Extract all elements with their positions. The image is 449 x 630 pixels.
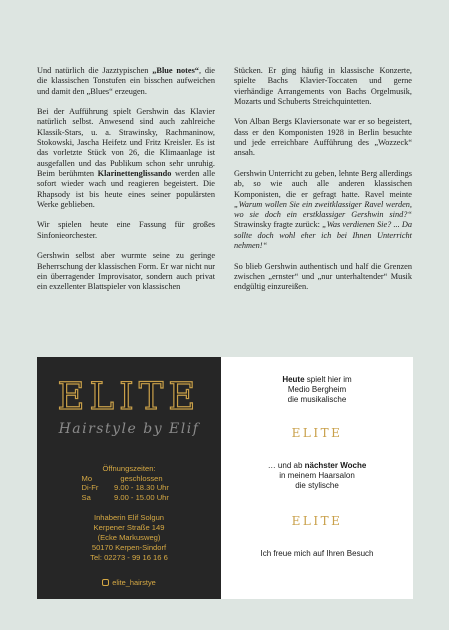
hours-time: 9.00 - 15.00 Uhr <box>114 492 169 502</box>
hours-row <box>37 474 221 484</box>
quote: „Was verdienen Sie? ... Da sollte doch wohl eher ich bei Ihnen Unterricht nehmen!“ <box>234 220 412 251</box>
logo-tagline: Hairstyle by Elif <box>58 421 200 437</box>
hours-row <box>37 493 221 503</box>
instagram-text: elite_hairstye <box>112 578 156 587</box>
intro-line: in meinem Haarsalon <box>279 471 355 481</box>
bold-text: nächster Woche <box>304 461 367 470</box>
bold-text: Klarinettenglissando <box>97 168 172 178</box>
ad-intro-text <box>221 375 413 406</box>
intro-line <box>221 461 413 471</box>
intro-line: Medio Bergheim <box>287 385 347 395</box>
ad-light-panel <box>221 357 413 599</box>
instagram-icon <box>102 579 109 586</box>
phone: Tel: 02273 - 99 16 16 6 <box>90 552 168 562</box>
text: Gershwin Unterricht zu geben, lehnte Berg allerdings ab, so wie auch alle anderen klassischen Komponisten, die er gefragt hatte. Ravel meinte <box>234 168 412 199</box>
paragraph: So blieb Gershwin authentisch und half die Grenzen zwischen „ernster“ und „nur unterhaltender“ Musik endgültig einzureißen. <box>234 261 412 292</box>
owner-name: Inhaberin Elif Solgun <box>93 513 165 522</box>
intro-line: die stylische <box>295 481 339 491</box>
quote: „Warum wollen Sie ein zweitklassiger Ravel werden, wo sie doch ein erstklassiger Gershwin sind?“ <box>234 199 412 220</box>
closing-text: Ich freue mich auf Ihren Besuch <box>260 549 374 558</box>
hours-time: geschlossen <box>120 473 163 483</box>
hours-day: Di-Fr <box>81 483 99 492</box>
paragraph: Wir spielen heute eine Fassung für großes Sinfonieorchester. <box>37 220 215 240</box>
hours-row <box>37 483 221 493</box>
city: 50170 Kerpen-Sindorf <box>91 542 167 552</box>
elite-logo-small: ELITE <box>291 426 343 440</box>
text: … und ab <box>267 461 305 470</box>
text: spielt hier im <box>304 375 352 384</box>
elite-logo-small: ELITE <box>291 514 343 528</box>
hours-title: Öffnungszeiten: <box>102 464 156 473</box>
intro-line <box>221 375 413 385</box>
text: , die die klassischen Tonstufen ein bisschen aufweichen und damit den „Blues“ erzeugen. <box>37 66 215 96</box>
street-address: Kerpener Straße 149 <box>93 522 165 532</box>
hours-time: 9.00 - 18.30 Uhr <box>114 483 169 492</box>
intro-line: die musikalische <box>287 395 347 405</box>
ad-dark-panel <box>37 357 221 599</box>
paragraph <box>37 66 215 97</box>
article-column-left <box>37 66 215 303</box>
bold-text: Heute <box>282 375 305 384</box>
text: Strawinsky fragte zurück: <box>234 220 323 230</box>
ad-second-text <box>221 461 413 492</box>
paragraph <box>37 107 215 210</box>
hours-day: Mo <box>81 473 93 483</box>
paragraph: Gershwin selbst aber wurmte seine zu geringe Beherrschung der klassischen Form. Er war nicht nur ein überragender Improvisator, sondern auch privat ein exzellenter Blattspieler von klassischen <box>37 251 215 292</box>
article-column-right <box>234 66 412 303</box>
bold-text: „Blue notes“ <box>152 66 199 75</box>
text: werden alle sofort wieder wach und reagieren begeistert. Die Rhapsody ist bis heute eines seiner populärsten Werke geblieben. <box>37 168 216 209</box>
paragraph <box>234 169 412 251</box>
text: Und natürlich die Jazztypischen <box>37 66 153 75</box>
hours-day: Sa <box>81 492 91 502</box>
instagram-handle[interactable] <box>37 578 221 587</box>
address-note: (Ecke Markusweg) <box>97 532 161 542</box>
opening-hours <box>37 464 221 502</box>
elite-logo: ELITE <box>57 375 201 418</box>
contact-info <box>37 513 221 563</box>
paragraph: Von Alban Bergs Klaviersonate war er so begeistert, dass er den Komponisten 1928 in Berlin besuchte und jede erreichbare Aufführung des „Wozzeck“ ansah. <box>234 117 412 158</box>
text: Bei der Aufführung spielt Gershwin das Klavier natürlich selbst. Anwesend sind auch zahlreiche Klassik-Stars, u. a. Strawinsky, Rachmaninow, Stokowski, Jascha Heifetz und Fritz Kreisler. Es ist das vorletzte Stück von 26, die Klimaanlage ist ausgefallen und das Publikum schon sehr unruhig. Beim berühmten <box>37 107 215 178</box>
paragraph: Stücken. Er ging häufig in klassische Konzerte, spielte Bachs Klavier-Toccaten und gerne vierhändige Arrangements von Bachs Orgelmusik, Mozarts und Schuberts Streichquintetten. <box>234 66 412 106</box>
advertisement <box>37 357 413 599</box>
